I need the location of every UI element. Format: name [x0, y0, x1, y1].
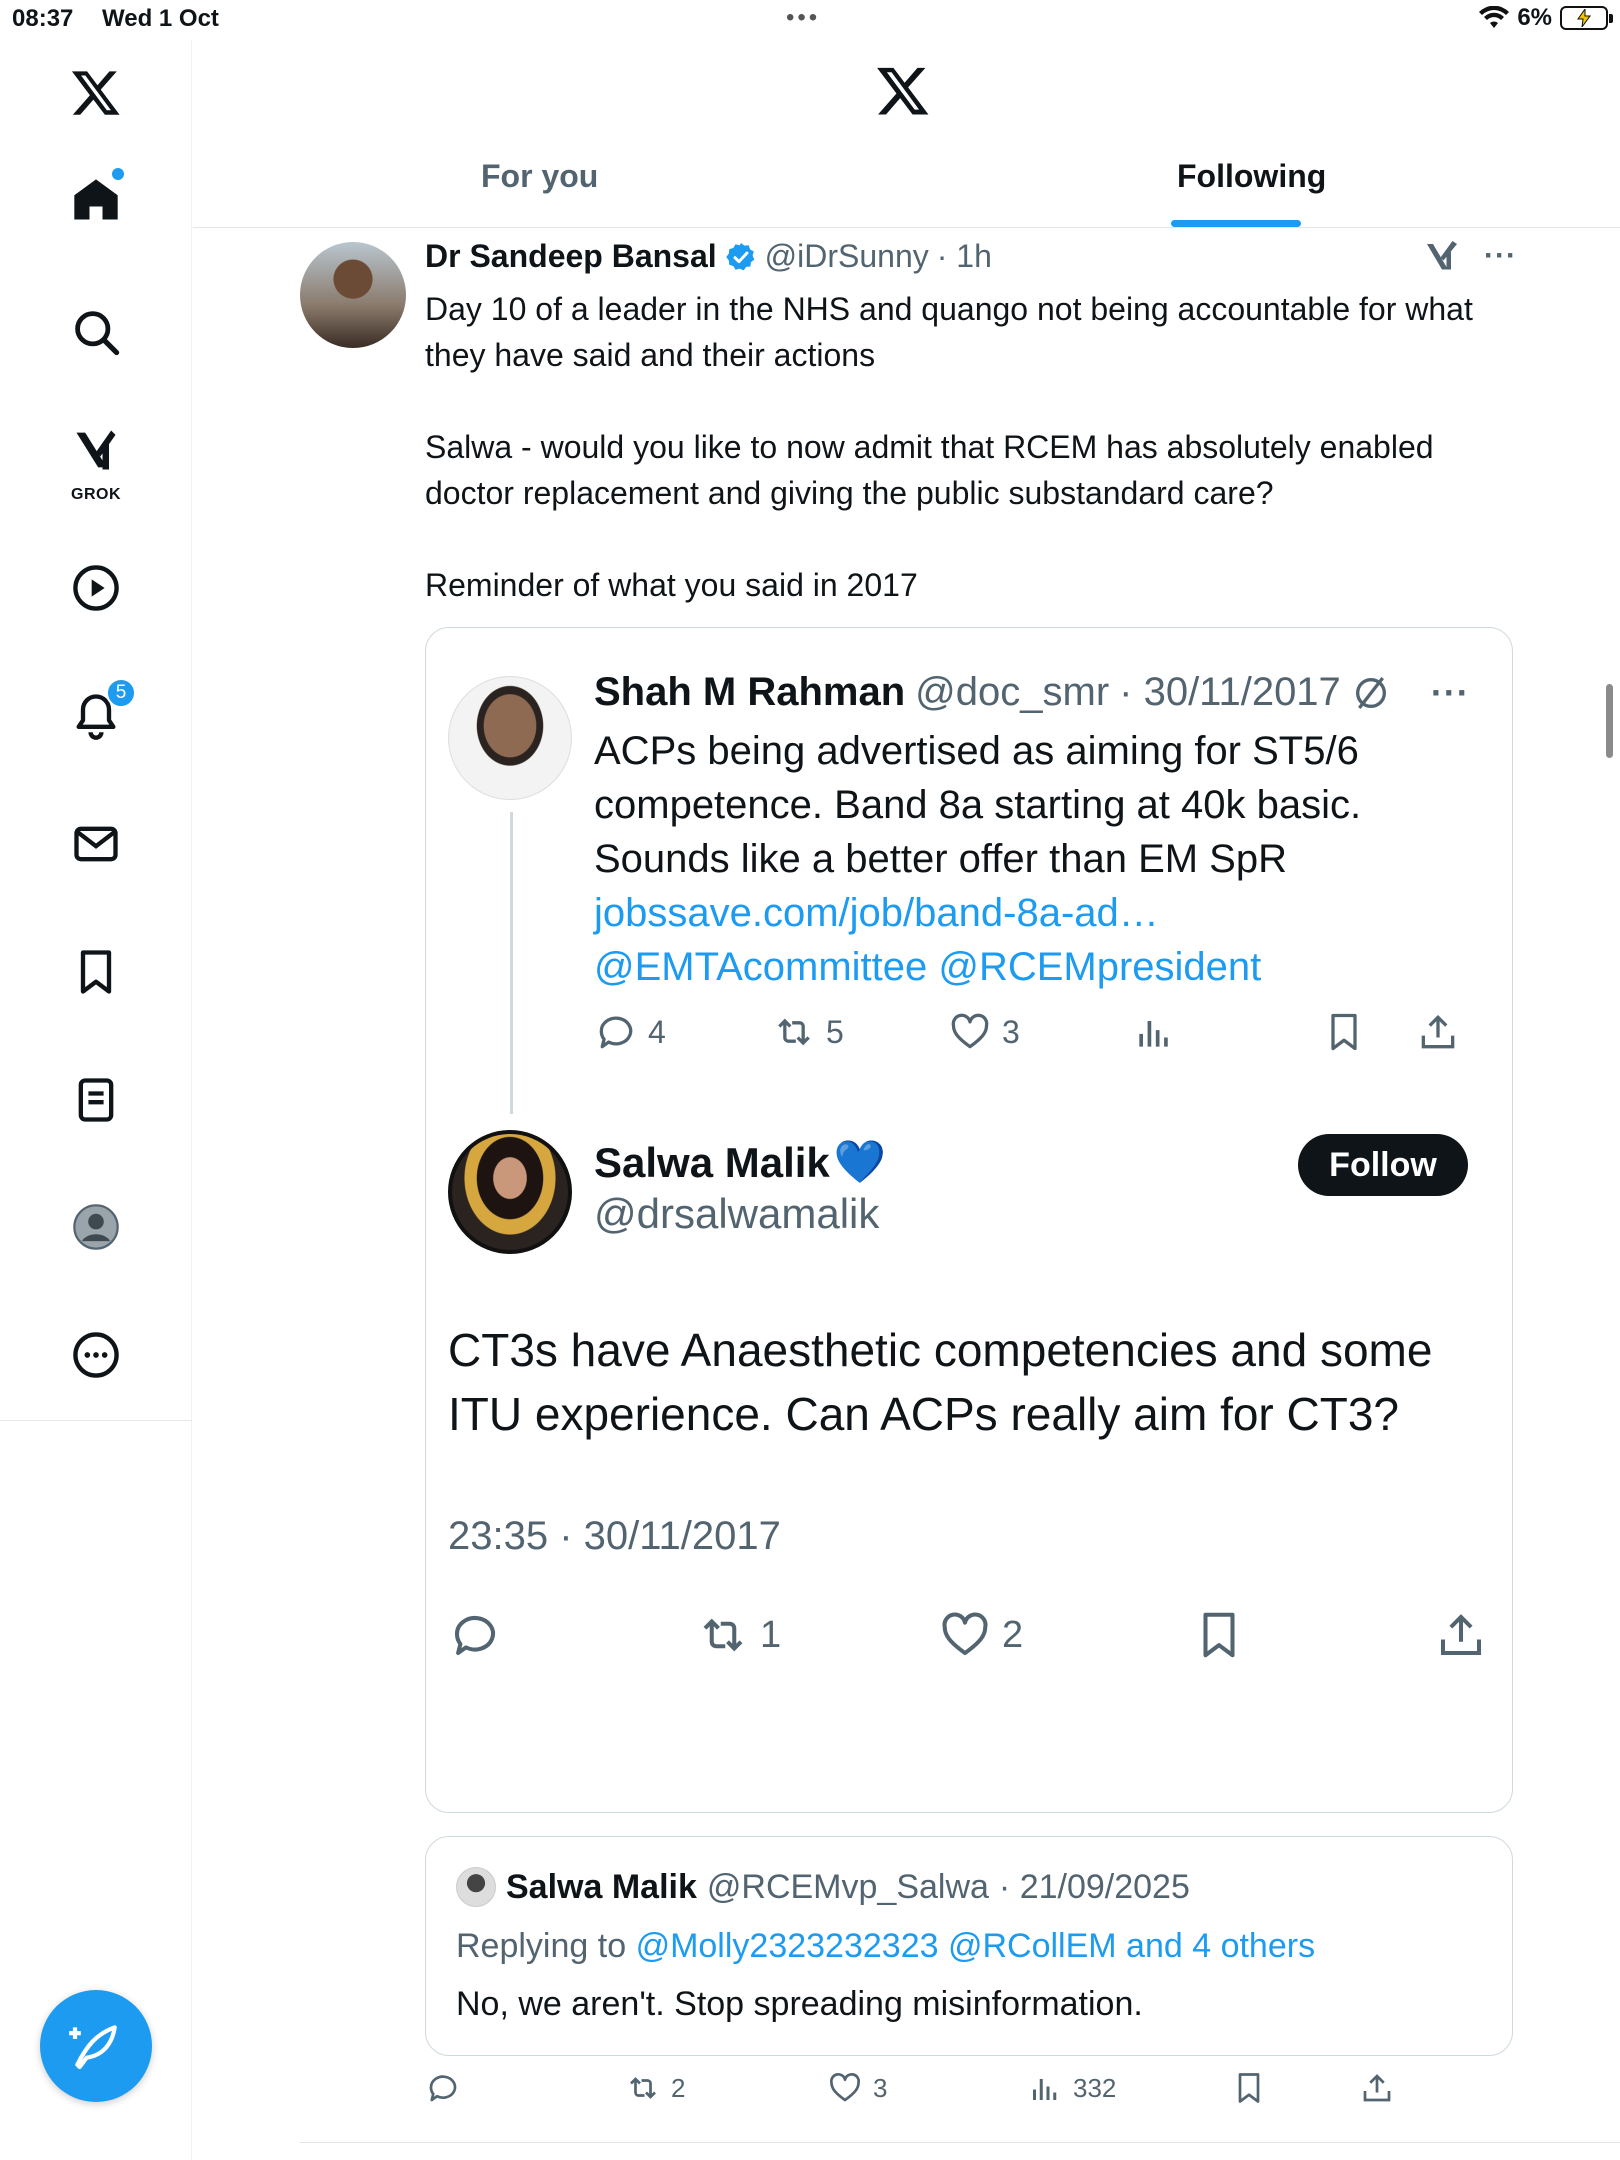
quoted-reply-avatar[interactable] — [456, 1867, 496, 1907]
follow-button[interactable]: Follow — [1298, 1134, 1468, 1196]
share-button[interactable] — [1359, 2070, 1395, 2106]
share-button[interactable] — [1416, 1010, 1460, 1054]
bookmark-button[interactable] — [1322, 1010, 1366, 1054]
share-icon — [1434, 1608, 1488, 1662]
heart-icon — [938, 1608, 992, 1662]
messages-icon[interactable] — [66, 814, 126, 874]
bookmark-icon — [1322, 1010, 1366, 1054]
heart-icon — [948, 1010, 992, 1054]
video-icon[interactable] — [66, 558, 126, 618]
share-button[interactable] — [1434, 1608, 1488, 1662]
like-button[interactable] — [938, 1608, 1023, 1662]
like-button[interactable] — [948, 1010, 1020, 1054]
sidebar-divider — [0, 1420, 192, 1421]
retweet-count: 5 — [826, 1013, 844, 1050]
timeline-header — [193, 40, 1620, 228]
quoted-author-handle[interactable]: @doc_smr — [915, 670, 1110, 714]
bookmark-button[interactable] — [1231, 2070, 1267, 2106]
tweet-text-line: Salwa - would you like to now admit that RCEM has absolutely enabled doctor replacement and giving the public substandard care? — [425, 429, 1434, 511]
retweet-count: 2 — [671, 2072, 686, 2103]
retweet-button[interactable] — [625, 2070, 685, 2106]
thread-line — [510, 812, 513, 1114]
author-name[interactable]: Dr Sandeep Bansal — [425, 238, 717, 274]
reply-button[interactable] — [425, 2070, 461, 2106]
home-icon[interactable] — [66, 170, 126, 230]
quoted-actions-bar — [594, 1010, 1484, 1070]
tweet-top-actions — [1424, 238, 1517, 274]
quoted-reply-handle[interactable]: @RCEMvp_Salwa — [706, 1867, 989, 1906]
replying-to — [456, 1927, 1315, 1966]
quoted-post-text — [594, 724, 1484, 994]
more-options-icon[interactable] — [66, 1325, 126, 1385]
share-icon — [1359, 2070, 1395, 2106]
notifications-icon[interactable] — [66, 682, 127, 746]
quoted-author-name[interactable]: Shah M Rahman — [594, 670, 906, 714]
status-right — [1479, 4, 1608, 32]
battery-icon — [1560, 6, 1608, 30]
quoted-author-avatar[interactable] — [448, 676, 572, 800]
bookmark-icon — [1192, 1608, 1246, 1662]
quoted-reply-card[interactable] — [425, 1836, 1513, 2056]
status-date: Wed 1 Oct — [102, 5, 219, 32]
quoted-reply-header — [456, 1867, 1190, 1907]
reply-count: 4 — [648, 1013, 666, 1050]
reply-icon — [594, 1010, 638, 1054]
like-count: 3 — [1002, 1013, 1020, 1050]
tweet-text-line: Reminder of what you said in 2017 — [425, 567, 918, 603]
active-tab-indicator — [1171, 220, 1301, 227]
replying-to-prefix: Replying to — [456, 1927, 627, 1965]
like-count: 2 — [1002, 1613, 1024, 1656]
author-handle[interactable]: @iDrSunny — [764, 238, 929, 274]
profile-avatar-icon[interactable] — [66, 1197, 126, 1257]
quoted-more-button[interactable]: ··· — [1430, 671, 1470, 713]
verified-badge-icon — [725, 241, 757, 273]
search-icon[interactable] — [66, 302, 126, 362]
reply-button[interactable] — [594, 1010, 666, 1054]
job-link[interactable]: jobssave.com/job/band-8a-ad… — [594, 891, 1159, 935]
retweet-icon — [772, 1010, 816, 1054]
home-unread-dot — [112, 168, 124, 180]
battery-percent: 6% — [1517, 4, 1552, 31]
reply-author-name-row — [594, 1138, 886, 1187]
share-icon — [1416, 1010, 1460, 1054]
retweet-icon — [625, 2070, 661, 2106]
heart-icon — [827, 2070, 863, 2106]
retweet-count: 1 — [760, 1613, 782, 1656]
retweet-icon — [696, 1608, 750, 1662]
quoted-post-card[interactable] — [425, 627, 1513, 1813]
reply-actions-bar — [448, 1608, 1488, 1678]
notifications-badge: 5 — [106, 678, 136, 708]
tweet-time[interactable]: · 1h — [936, 238, 992, 274]
tweet-text — [425, 286, 1525, 608]
bookmark-button[interactable] — [1192, 1608, 1246, 1662]
views-button[interactable] — [1027, 2070, 1116, 2106]
quoted-post-header — [594, 670, 1470, 715]
reply-author-avatar[interactable] — [448, 1130, 572, 1254]
views-icon — [1027, 2070, 1063, 2106]
status-bar — [0, 0, 1620, 40]
grok-label: GROK — [71, 486, 121, 503]
reply-author-name[interactable]: Salwa Malik — [594, 1138, 830, 1186]
x-logo-icon[interactable] — [66, 62, 126, 122]
grok-icon[interactable] — [66, 420, 126, 503]
quoted-reply-name[interactable]: Salwa Malik — [506, 1867, 697, 1906]
tweet-actions-bar — [425, 2070, 1425, 2120]
multitasking-dots[interactable]: ••• — [786, 4, 821, 31]
reply-author-handle[interactable]: @drsalwamalik — [594, 1190, 880, 1237]
bookmark-icon — [1231, 2070, 1267, 2106]
status-time: 08:37 — [12, 5, 74, 32]
views-button[interactable] — [1132, 1010, 1176, 1054]
tab-for-you[interactable]: For you — [481, 158, 599, 194]
scrollbar[interactable] — [1606, 684, 1613, 758]
lists-icon[interactable] — [66, 1070, 126, 1130]
tab-following[interactable]: Following — [1177, 158, 1327, 194]
quoted-text-body: ACPs being advertised as aiming for ST5/6 competence. Band 8a starting at 40k basic. Sounds like a better offer than EM SpR — [594, 729, 1362, 881]
author-avatar[interactable] — [300, 242, 406, 348]
views-icon — [1132, 1010, 1176, 1054]
tweet-text-line: Day 10 of a leader in the NHS and quango not being accountable for what they have said and their actions — [425, 291, 1473, 373]
mentions-link[interactable]: @EMTAcommittee @RCEMpresident — [594, 945, 1262, 989]
reply-button[interactable] — [448, 1608, 502, 1662]
retweet-button[interactable] — [772, 1010, 844, 1054]
tweet-header — [425, 238, 992, 275]
quoted-reply-text: No, we aren't. Stop spreading misinformation. — [456, 1985, 1143, 2023]
like-button[interactable] — [827, 2070, 887, 2106]
reply-timestamp[interactable]: 23:35 · 30/11/2017 — [448, 1514, 781, 1558]
bookmarks-icon[interactable] — [66, 942, 126, 1002]
compose-post-button[interactable] — [40, 1990, 152, 2102]
sidebar-nav — [0, 40, 192, 2160]
quoted-post-date: · 30/11/2017 — [1119, 670, 1341, 714]
x-header-logo-icon[interactable] — [875, 62, 931, 123]
grok-slash-icon[interactable] — [1351, 673, 1391, 713]
grok-explain-icon[interactable] — [1424, 238, 1460, 274]
reply-icon — [448, 1608, 502, 1662]
like-count: 3 — [873, 2072, 888, 2103]
compose-feather-icon — [68, 2018, 124, 2074]
reply-icon — [425, 2070, 461, 2106]
retweet-button[interactable] — [696, 1608, 781, 1662]
wifi-icon — [1479, 6, 1509, 30]
views-count: 332 — [1073, 2072, 1117, 2103]
tweet-divider — [300, 2142, 1620, 2143]
replying-to-users[interactable]: @Molly2323232323 @RCollEM and 4 others — [635, 1927, 1316, 1965]
reply-post-text: CT3s have Anaesthetic competencies and some ITU experience. Can ACPs really aim for CT3? — [448, 1324, 1433, 1440]
tweet-more-button[interactable]: ··· — [1484, 239, 1517, 272]
quoted-reply-date: · 21/09/2025 — [998, 1867, 1190, 1906]
blue-heart-emoji: 💙 — [833, 1138, 887, 1185]
